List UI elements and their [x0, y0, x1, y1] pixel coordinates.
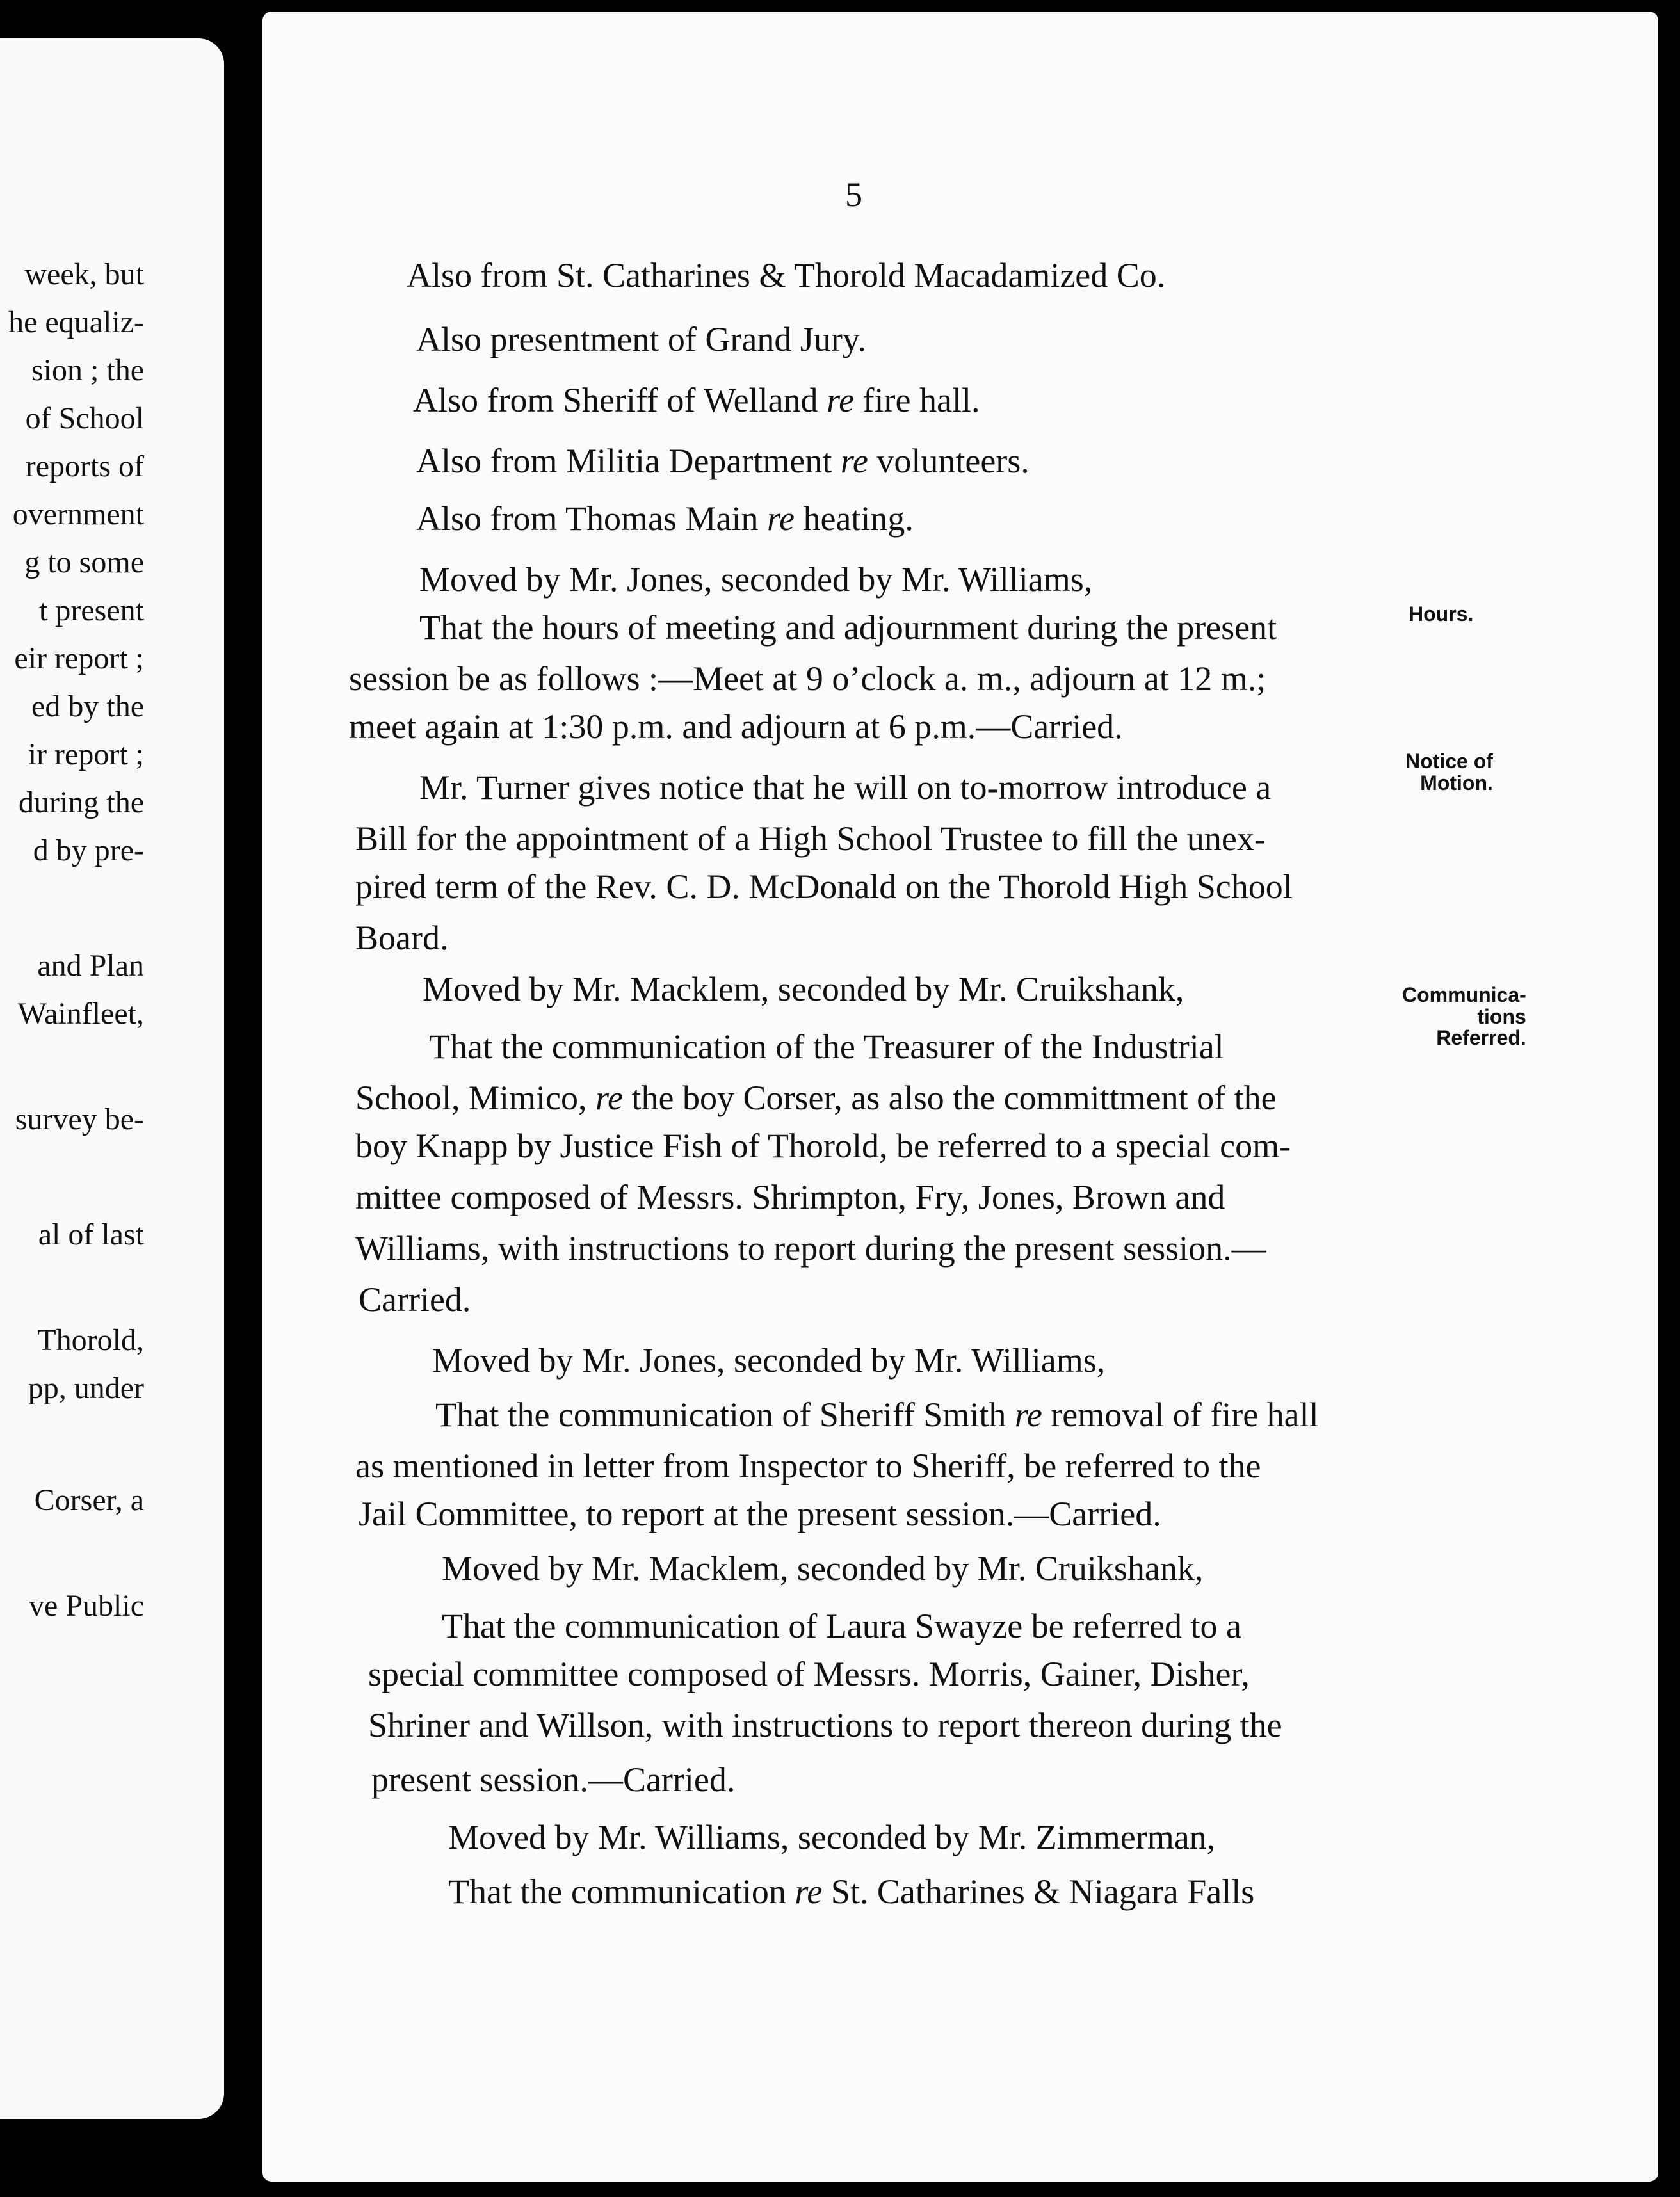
margin-note-line: Notice of [1405, 750, 1493, 773]
left-page-line: overnment [12, 497, 144, 531]
left-page-line: week, but [24, 257, 144, 291]
left-page-line: and Plan [37, 949, 144, 983]
body-text-line: That the communication of Laura Swayze be referred to a [442, 1607, 1241, 1645]
page-number: 5 [845, 175, 862, 214]
body-text-line: mittee composed of Messrs. Shrimpton, Fry, Jones, Brown and [355, 1178, 1225, 1216]
body-text-line: pired term of the Rev. C. D. McDonald on the Thorold High School [355, 867, 1293, 906]
body-text-line: boy Knapp by Justice Fish of Thorold, be referred to a special com- [355, 1127, 1291, 1165]
left-page-line: Thorold, [37, 1323, 144, 1357]
body-text-line [448, 1874, 1254, 1909]
body-text-line: meet again at 1:30 p.m. and adjourn at 6 p.m.—Carried. [349, 707, 1123, 746]
left-page-line: survey be- [15, 1102, 144, 1136]
right-page [262, 12, 1658, 2182]
left-page-line: of School [25, 401, 144, 435]
re-italic: re [795, 1872, 823, 1911]
left-page-line: eir report ; [14, 641, 144, 675]
re-italic: re [766, 499, 795, 538]
left-page-line: Wainfleet, [17, 997, 144, 1031]
left-page-line: during the [19, 785, 144, 819]
margin-note-line: Referred. [1436, 1026, 1526, 1050]
body-text-line: Bill for the appointment of a High School Trustee to fill the unex- [355, 819, 1266, 858]
body-text-line: Also presentment of Grand Jury. [416, 320, 866, 358]
body-text-line: Mr. Turner gives notice that he will on to-morrow introduce a [419, 768, 1272, 807]
body-text-line: Moved by Mr. Jones, seconded by Mr. Williams, [432, 1341, 1106, 1380]
left-page-line: reports of [25, 449, 144, 483]
body-text-line [413, 383, 980, 417]
body-text-line: special committee composed of Messrs. Morris, Gainer, Disher, [368, 1655, 1250, 1693]
left-page-line: al of last [38, 1218, 144, 1251]
left-page-line: d by pre- [33, 833, 144, 867]
body-text-line: That the hours of meeting and adjournment during the present [419, 608, 1277, 647]
margin-note [1405, 751, 1493, 794]
line-segment: Also from Militia Department [416, 442, 841, 480]
body-text-line [416, 444, 1030, 478]
margin-note-line: Communica- [1402, 983, 1526, 1006]
re-italic: re [595, 1079, 623, 1117]
left-page-line: he equaliz- [8, 305, 144, 339]
body-text-line [416, 501, 914, 536]
line-segment: School, Mimico, [355, 1079, 595, 1117]
body-text-line: Carried. [359, 1280, 471, 1319]
re-italic: re [827, 381, 855, 419]
body-text-line: present session.—Carried. [371, 1760, 736, 1799]
line-segment: volunteers. [868, 442, 1030, 480]
margin-note [1409, 604, 1473, 625]
body-text-line: Moved by Mr. Macklem, seconded by Mr. Cruikshank, [442, 1549, 1204, 1588]
left-page-line: pp, under [28, 1371, 144, 1405]
body-text-line [435, 1397, 1319, 1432]
left-page-line: g to some [24, 545, 144, 579]
body-text-line: Williams, with instructions to report during the present session.— [355, 1229, 1266, 1268]
line-segment: heating. [794, 499, 914, 538]
body-text-line: Jail Committee, to report at the present session.—Carried. [359, 1495, 1161, 1533]
body-text-line: session be as follows :—Meet at 9 o’clock a. m., adjourn at 12 m.; [349, 659, 1266, 698]
margin-note-line: Motion. [1420, 771, 1493, 794]
margin-note-line: tions [1477, 1004, 1526, 1028]
body-text-line [355, 1081, 1277, 1115]
line-segment: removal of fire hall [1042, 1396, 1319, 1434]
body-text-line: Moved by Mr. Williams, seconded by Mr. Zimmerman, [448, 1818, 1216, 1856]
line-segment: Also from Thomas Main [416, 499, 767, 538]
line-segment: fire hall. [854, 381, 980, 419]
left-page-line: ve Public [29, 1589, 144, 1623]
body-text-line: Also from St. Catharines & Thorold Macadamized Co. [407, 256, 1166, 294]
left-page-line: ir report ; [28, 737, 144, 771]
body-text-line: Board. [355, 919, 449, 957]
left-page-line: ed by the [31, 689, 144, 723]
body-text-line: That the communication of the Treasurer of the Industrial [429, 1027, 1224, 1066]
margin-note [1402, 985, 1526, 1049]
body-text-line: Shriner and Willson, with instructions to report thereon during the [368, 1706, 1282, 1744]
left-page [0, 38, 224, 2119]
line-segment: Also from Sheriff of Welland [413, 381, 827, 419]
re-italic: re [1014, 1396, 1042, 1434]
left-page-line: sion ; the [31, 353, 144, 387]
line-segment: That the communication of Sheriff Smith [435, 1396, 1015, 1434]
left-page-line: t present [39, 593, 144, 627]
line-segment: St. Catharines & Niagara Falls [822, 1872, 1255, 1911]
line-segment: the boy Corser, as also the committment of the [622, 1079, 1277, 1117]
line-segment: That the communication [448, 1872, 795, 1911]
margin-note-line: Hours. [1409, 602, 1474, 625]
body-text-line: Moved by Mr. Macklem, seconded by Mr. Cruikshank, [423, 970, 1184, 1008]
left-page-line: Corser, a [34, 1483, 144, 1517]
body-text-line: Moved by Mr. Jones, seconded by Mr. Williams, [419, 560, 1093, 599]
body-text-line: as mentioned in letter from Inspector to Sheriff, be referred to the [355, 1447, 1261, 1485]
book-gutter [224, 0, 262, 2197]
re-italic: re [840, 442, 868, 480]
